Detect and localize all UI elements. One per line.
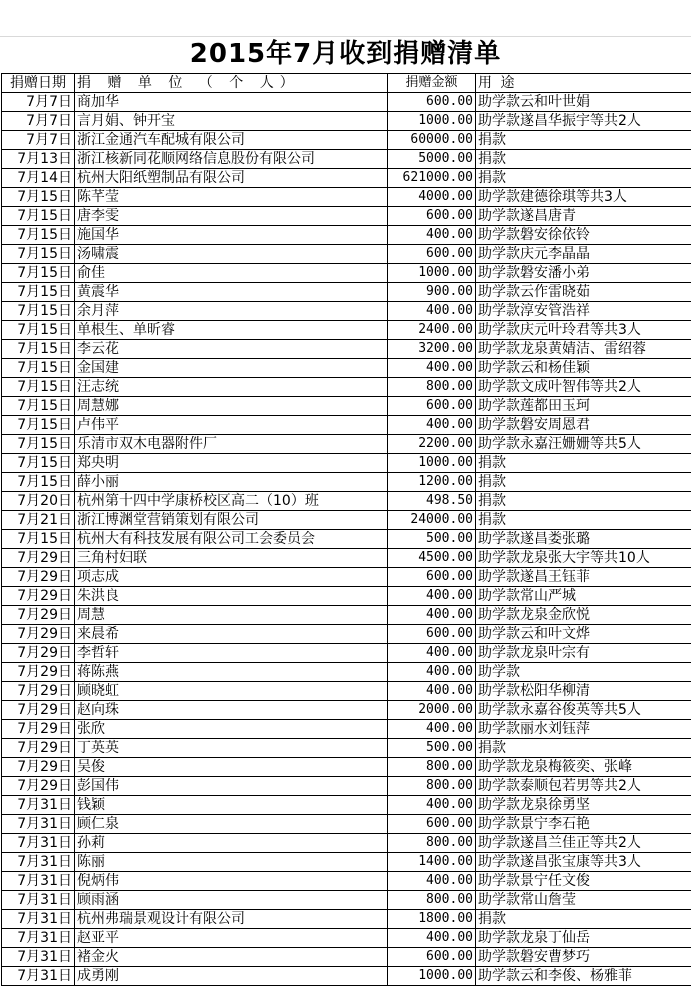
cell-date: 7月29日 — [2, 587, 75, 606]
cell-donor: 倪炳伟 — [75, 872, 388, 891]
cell-use: 助学款景宁任文俊 — [476, 872, 691, 891]
cell-donor: 顾仁泉 — [75, 815, 388, 834]
table-row — [2, 245, 691, 264]
table-row — [2, 530, 691, 549]
cell-use: 助学款云和杨佳颖 — [476, 359, 691, 378]
cell-amount: 600.00 — [388, 815, 476, 834]
cell-date: 7月15日 — [2, 321, 75, 340]
cell-donor: 施国华 — [75, 226, 388, 245]
cell-amount: 800.00 — [388, 777, 476, 796]
table-row — [2, 112, 691, 131]
cell-use: 助学款常山詹莹 — [476, 891, 691, 910]
table-row — [2, 511, 691, 530]
cell-donor: 乐清市双木电器附件厂 — [75, 435, 388, 454]
cell-date: 7月31日 — [2, 967, 75, 986]
table-row — [2, 492, 691, 511]
cell-amount: 400.00 — [388, 644, 476, 663]
cell-donor: 唐李雯 — [75, 207, 388, 226]
cell-donor: 金国建 — [75, 359, 388, 378]
cell-use: 助学款文成叶智伟等共2人 — [476, 378, 691, 397]
cell-amount: 2000.00 — [388, 701, 476, 720]
cell-use: 助学款龙泉叶宗有 — [476, 644, 691, 663]
table-row — [2, 720, 691, 739]
table-row — [2, 929, 691, 948]
cell-amount: 400.00 — [388, 416, 476, 435]
cell-donor: 卢伟平 — [75, 416, 388, 435]
table-body — [2, 93, 691, 986]
cell-date: 7月7日 — [2, 93, 75, 112]
cell-donor: 俞佳 — [75, 264, 388, 283]
cell-date: 7月29日 — [2, 777, 75, 796]
cell-date: 7月31日 — [2, 834, 75, 853]
cell-date: 7月29日 — [2, 663, 75, 682]
cell-donor: 来晨希 — [75, 625, 388, 644]
cell-donor: 杭州第十四中学康桥校区高二（10）班 — [75, 492, 388, 511]
cell-use: 助学款龙泉徐勇坚 — [476, 796, 691, 815]
cell-amount: 800.00 — [388, 834, 476, 853]
table-row — [2, 226, 691, 245]
cell-amount: 1800.00 — [388, 910, 476, 929]
table-row — [2, 644, 691, 663]
cell-date: 7月31日 — [2, 815, 75, 834]
table-row — [2, 872, 691, 891]
cell-donor: 黄震华 — [75, 283, 388, 302]
cell-amount: 500.00 — [388, 739, 476, 758]
cell-use: 捐款 — [476, 473, 691, 492]
table-row — [2, 549, 691, 568]
cell-amount: 498.50 — [388, 492, 476, 511]
cell-donor: 浙江金通汽车配城有限公司 — [75, 131, 388, 150]
cell-date: 7月31日 — [2, 853, 75, 872]
cell-amount: 2200.00 — [388, 435, 476, 454]
cell-date: 7月15日 — [2, 435, 75, 454]
cell-donor: 孙莉 — [75, 834, 388, 853]
table-row — [2, 150, 691, 169]
cell-donor: 单根生、单昕睿 — [75, 321, 388, 340]
cell-date: 7月29日 — [2, 701, 75, 720]
cell-use: 助学款云和李俊、杨雅菲 — [476, 967, 691, 986]
cell-donor: 钱颖 — [75, 796, 388, 815]
cell-use: 助学款丽水刘钰萍 — [476, 720, 691, 739]
header-use: 用 途 — [476, 74, 691, 93]
cell-date: 7月21日 — [2, 511, 75, 530]
cell-date: 7月31日 — [2, 872, 75, 891]
header-donor: 捐 赠 单 位 （ 个 人） — [75, 74, 388, 93]
cell-date: 7月15日 — [2, 302, 75, 321]
table-row — [2, 302, 691, 321]
cell-date: 7月15日 — [2, 264, 75, 283]
cell-date: 7月15日 — [2, 473, 75, 492]
cell-amount: 1000.00 — [388, 264, 476, 283]
table-row — [2, 625, 691, 644]
table-row — [2, 910, 691, 929]
cell-amount: 800.00 — [388, 378, 476, 397]
table-row — [2, 169, 691, 188]
cell-use: 助学款永嘉汪姗姗等共5人 — [476, 435, 691, 454]
cell-use: 助学款 — [476, 663, 691, 682]
cell-amount: 600.00 — [388, 948, 476, 967]
cell-amount: 621000.00 — [388, 169, 476, 188]
header-row — [2, 74, 691, 93]
cell-amount: 600.00 — [388, 625, 476, 644]
table-row — [2, 663, 691, 682]
cell-donor: 汤啸震 — [75, 245, 388, 264]
cell-donor: 顾雨涵 — [75, 891, 388, 910]
cell-use: 助学款庆元李晶晶 — [476, 245, 691, 264]
cell-donor: 蒋陈燕 — [75, 663, 388, 682]
cell-donor: 周慧娜 — [75, 397, 388, 416]
table-row — [2, 473, 691, 492]
cell-amount: 900.00 — [388, 283, 476, 302]
cell-date: 7月14日 — [2, 169, 75, 188]
table-row — [2, 264, 691, 283]
cell-use: 助学款永嘉谷俊英等共5人 — [476, 701, 691, 720]
table-row — [2, 435, 691, 454]
cell-amount: 60000.00 — [388, 131, 476, 150]
cell-amount: 500.00 — [388, 530, 476, 549]
table-row — [2, 701, 691, 720]
cell-use: 捐款 — [476, 492, 691, 511]
table-row — [2, 853, 691, 872]
cell-use: 助学款泰顺包若男等共2人 — [476, 777, 691, 796]
cell-use: 助学款建德徐琪等共3人 — [476, 188, 691, 207]
cell-use: 捐款 — [476, 454, 691, 473]
blank-top-row — [0, 0, 691, 37]
cell-use: 助学款松阳华柳清 — [476, 682, 691, 701]
cell-amount: 800.00 — [388, 758, 476, 777]
cell-donor: 张欣 — [75, 720, 388, 739]
cell-donor: 褚金火 — [75, 948, 388, 967]
cell-donor: 周慧 — [75, 606, 388, 625]
table-row — [2, 188, 691, 207]
cell-use: 捐款 — [476, 511, 691, 530]
cell-use: 助学款磐安曹梦巧 — [476, 948, 691, 967]
cell-date: 7月15日 — [2, 454, 75, 473]
cell-donor: 杭州大阳纸塑制品有限公司 — [75, 169, 388, 188]
cell-amount: 400.00 — [388, 929, 476, 948]
cell-date: 7月29日 — [2, 606, 75, 625]
cell-date: 7月29日 — [2, 644, 75, 663]
cell-amount: 600.00 — [388, 568, 476, 587]
cell-use: 助学款磐安周恩君 — [476, 416, 691, 435]
cell-amount: 3200.00 — [388, 340, 476, 359]
cell-use: 助学款淳安管浩祥 — [476, 302, 691, 321]
cell-use: 助学款龙泉梅筱奕、张峰 — [476, 758, 691, 777]
cell-date: 7月15日 — [2, 416, 75, 435]
table-row — [2, 321, 691, 340]
table-row — [2, 815, 691, 834]
cell-donor: 薛小丽 — [75, 473, 388, 492]
cell-date: 7月29日 — [2, 549, 75, 568]
cell-donor: 陈丽 — [75, 853, 388, 872]
cell-date: 7月31日 — [2, 948, 75, 967]
cell-donor: 赵向珠 — [75, 701, 388, 720]
table-row — [2, 777, 691, 796]
cell-use: 助学款常山严城 — [476, 587, 691, 606]
cell-donor: 赵亚平 — [75, 929, 388, 948]
table-row — [2, 606, 691, 625]
table-row — [2, 378, 691, 397]
cell-donor: 项志成 — [75, 568, 388, 587]
table-row — [2, 739, 691, 758]
cell-date: 7月31日 — [2, 891, 75, 910]
cell-donor: 浙江博渊堂营销策划有限公司 — [75, 511, 388, 530]
cell-amount: 400.00 — [388, 682, 476, 701]
cell-donor: 李哲轩 — [75, 644, 388, 663]
cell-amount: 400.00 — [388, 872, 476, 891]
cell-donor: 杭州弗瑞景观设计有限公司 — [75, 910, 388, 929]
cell-date: 7月31日 — [2, 910, 75, 929]
table-row — [2, 891, 691, 910]
cell-amount: 600.00 — [388, 397, 476, 416]
cell-donor: 余月萍 — [75, 302, 388, 321]
cell-date: 7月15日 — [2, 530, 75, 549]
cell-amount: 400.00 — [388, 226, 476, 245]
cell-date: 7月15日 — [2, 340, 75, 359]
cell-donor: 商加华 — [75, 93, 388, 112]
cell-date: 7月7日 — [2, 131, 75, 150]
cell-donor: 彭国伟 — [75, 777, 388, 796]
header-amount: 捐赠金额 — [388, 74, 476, 93]
cell-use: 助学款遂昌华振宇等共2人 — [476, 112, 691, 131]
table-row — [2, 93, 691, 112]
header-date: 捐赠日期 — [2, 74, 75, 93]
table-row — [2, 587, 691, 606]
cell-date: 7月29日 — [2, 625, 75, 644]
cell-date: 7月15日 — [2, 283, 75, 302]
table-row — [2, 948, 691, 967]
cell-use: 助学款龙泉丁仙岳 — [476, 929, 691, 948]
cell-amount: 1000.00 — [388, 967, 476, 986]
cell-amount: 400.00 — [388, 720, 476, 739]
cell-amount: 400.00 — [388, 606, 476, 625]
cell-use: 捐款 — [476, 910, 691, 929]
table-row — [2, 967, 691, 986]
cell-donor: 汪志统 — [75, 378, 388, 397]
cell-date: 7月15日 — [2, 245, 75, 264]
cell-donor: 陈芊莹 — [75, 188, 388, 207]
cell-use: 助学款云和叶世娟 — [476, 93, 691, 112]
cell-amount: 600.00 — [388, 93, 476, 112]
cell-date: 7月15日 — [2, 359, 75, 378]
cell-date: 7月20日 — [2, 492, 75, 511]
cell-date: 7月29日 — [2, 739, 75, 758]
cell-date: 7月15日 — [2, 207, 75, 226]
cell-use: 助学款遂昌唐青 — [476, 207, 691, 226]
cell-date: 7月15日 — [2, 188, 75, 207]
cell-date: 7月31日 — [2, 929, 75, 948]
cell-amount: 400.00 — [388, 587, 476, 606]
table-row — [2, 568, 691, 587]
cell-donor: 三角村妇联 — [75, 549, 388, 568]
cell-date: 7月29日 — [2, 682, 75, 701]
cell-date: 7月29日 — [2, 758, 75, 777]
cell-use: 助学款遂昌王钰菲 — [476, 568, 691, 587]
cell-use: 助学款磐安潘小弟 — [476, 264, 691, 283]
table-row — [2, 454, 691, 473]
cell-use: 助学款云和叶文烨 — [476, 625, 691, 644]
cell-donor: 杭州大有科技发展有限公司工会委员会 — [75, 530, 388, 549]
cell-use: 捐款 — [476, 150, 691, 169]
cell-amount: 400.00 — [388, 663, 476, 682]
cell-donor: 吴俊 — [75, 758, 388, 777]
cell-use: 助学款云作雷晓茹 — [476, 283, 691, 302]
cell-date: 7月31日 — [2, 796, 75, 815]
cell-amount: 1000.00 — [388, 112, 476, 131]
table-row — [2, 834, 691, 853]
cell-use: 助学款莲都田玉珂 — [476, 397, 691, 416]
cell-amount: 600.00 — [388, 207, 476, 226]
cell-date: 7月7日 — [2, 112, 75, 131]
table-row — [2, 283, 691, 302]
cell-donor: 成勇刚 — [75, 967, 388, 986]
cell-date: 7月15日 — [2, 226, 75, 245]
table-row — [2, 416, 691, 435]
cell-use: 助学款遂昌张宝康等共3人 — [476, 853, 691, 872]
cell-use: 助学款景宁李石艳 — [476, 815, 691, 834]
table-row — [2, 359, 691, 378]
cell-amount: 400.00 — [388, 359, 476, 378]
cell-use: 捐款 — [476, 739, 691, 758]
cell-date: 7月15日 — [2, 397, 75, 416]
cell-amount: 1000.00 — [388, 454, 476, 473]
cell-donor: 李云花 — [75, 340, 388, 359]
table-row — [2, 796, 691, 815]
table-row — [2, 397, 691, 416]
cell-use: 助学款龙泉金欣悦 — [476, 606, 691, 625]
table-row — [2, 758, 691, 777]
cell-use: 助学款磐安徐依铃 — [476, 226, 691, 245]
page-title: 2015年7月收到捐赠清单 — [189, 39, 502, 69]
table-row — [2, 340, 691, 359]
cell-amount: 5000.00 — [388, 150, 476, 169]
cell-donor: 朱洪良 — [75, 587, 388, 606]
cell-date: 7月13日 — [2, 150, 75, 169]
cell-use: 助学款龙泉黄婧洁、雷绍蓉 — [476, 340, 691, 359]
cell-date: 7月29日 — [2, 720, 75, 739]
cell-amount: 400.00 — [388, 796, 476, 815]
cell-amount: 2400.00 — [388, 321, 476, 340]
cell-use: 助学款遂昌兰佳正等共2人 — [476, 834, 691, 853]
cell-amount: 24000.00 — [388, 511, 476, 530]
cell-amount: 1200.00 — [388, 473, 476, 492]
cell-amount: 600.00 — [388, 245, 476, 264]
cell-donor: 言月娟、钟开宝 — [75, 112, 388, 131]
cell-amount: 4000.00 — [388, 188, 476, 207]
cell-use: 捐款 — [476, 131, 691, 150]
cell-amount: 400.00 — [388, 302, 476, 321]
table-row — [2, 682, 691, 701]
cell-amount: 800.00 — [388, 891, 476, 910]
cell-date: 7月29日 — [2, 568, 75, 587]
cell-amount: 4500.00 — [388, 549, 476, 568]
cell-donor: 丁英英 — [75, 739, 388, 758]
cell-use: 助学款庆元叶玲君等共3人 — [476, 321, 691, 340]
table-row — [2, 131, 691, 150]
table-row — [2, 207, 691, 226]
cell-use: 助学款龙泉张大宇等共10人 — [476, 549, 691, 568]
cell-use: 捐款 — [476, 169, 691, 188]
donation-table — [1, 73, 691, 986]
cell-amount: 1400.00 — [388, 853, 476, 872]
cell-donor: 郑央明 — [75, 454, 388, 473]
cell-use: 助学款遂昌娄张璐 — [476, 530, 691, 549]
cell-donor: 浙江核新同花顺网络信息股份有限公司 — [75, 150, 388, 169]
cell-date: 7月15日 — [2, 378, 75, 397]
cell-donor: 顾晓虹 — [75, 682, 388, 701]
